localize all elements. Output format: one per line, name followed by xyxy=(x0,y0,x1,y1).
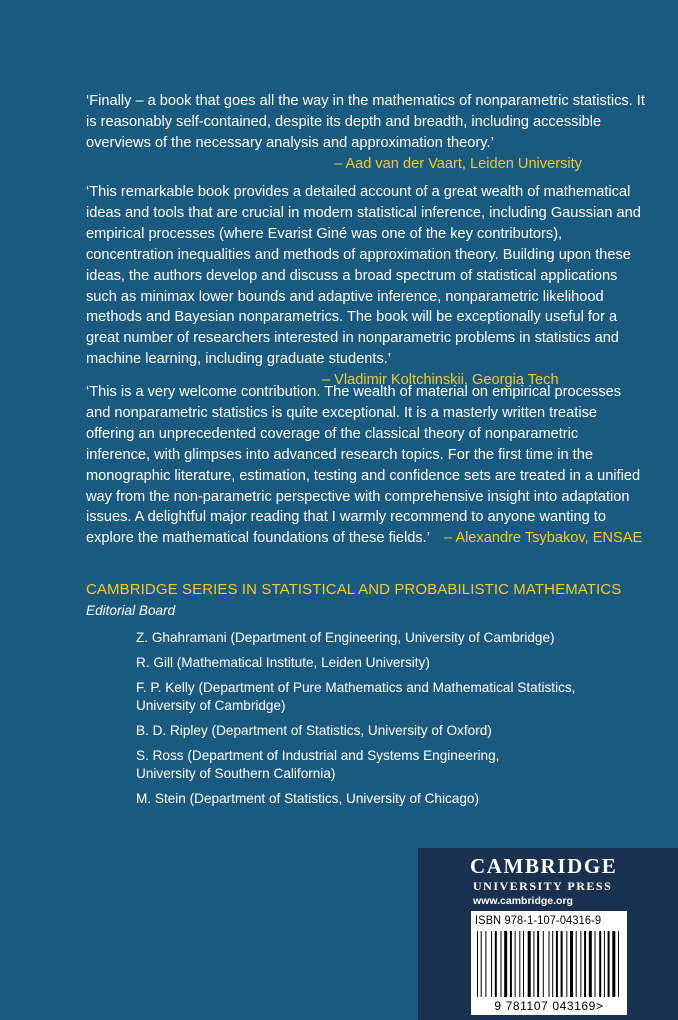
board-member xyxy=(136,654,666,672)
board-member xyxy=(136,722,666,740)
board-member-line: Z. Ghahramani (Department of Engineering, University of Cambridge) xyxy=(136,630,555,645)
board-member xyxy=(136,747,666,783)
quote-koltchinskii xyxy=(86,182,646,391)
quote-tsybakov xyxy=(86,382,646,549)
quote-text: ‘This remarkable book provides a detailed account of a great wealth of mathematical ideas and tools that are crucial in modern statistical inference, including Gaussian and empirical processes (where Evarist Giné was one of the key contributors), concentration inequalities and methods of approximation theory. Building upon these ideas, the authors develop and discuss a broad spectrum of statistical applications such as minimax lower bounds and adaptive inference, nonparametric likelihood methods and Bayesian nonparametrics. The book will be exceptionally useful for a great number of researchers interested in nonparametric problems in statistics and machine learning, including graduate students.’ xyxy=(86,184,641,368)
barcode-digits xyxy=(471,999,627,1013)
isbn-label: ISBN 978-1-107-04316-9 xyxy=(475,915,602,927)
board-member-line: R. Gill (Mathematical Institute, Leiden University) xyxy=(136,655,430,670)
board-member xyxy=(136,790,666,808)
barcode-panel xyxy=(471,911,627,1015)
publisher-box xyxy=(418,848,678,1020)
publisher-name: CAMBRIDGE xyxy=(470,854,618,878)
barcode-end-mark: > xyxy=(595,999,604,1013)
board-member-line: F. P. Kelly (Department of Pure Mathematics and Mathematical Statistics, xyxy=(136,680,576,695)
quote-attribution: – Aad van der Vaart, Leiden University xyxy=(334,155,582,172)
board-member-line: S. Ross (Department of Industrial and Systems Engineering, xyxy=(136,748,500,763)
board-member-line: M. Stein (Department of Statistics, University of Chicago) xyxy=(136,791,479,806)
board-member xyxy=(136,629,666,647)
barcode-number: 9 781107 043169 xyxy=(494,999,596,1013)
board-member xyxy=(136,679,666,715)
publisher-press: UNIVERSITY PRESS xyxy=(473,879,613,893)
series-section xyxy=(86,580,666,815)
quote-text: ‘This is a very welcome contribution. The wealth of material on empirical processes and nonparametric statistics is quite exceptional. It is a masterly written treatise offering an unprecedented coverage of the classical theory of nonparametric inference, with glimpses into advanced research topics. For the first time in the monographic literature, estimation, testing and confidence sets are treated in a unified way from the non-parametric perspective with comprehensive insight into adaptation issues. A delightful major reading that I warmly recommend to anyone wanting to explore the mathematical foundations of these fields.’ xyxy=(86,384,641,547)
editorial-board-label: Editorial Board xyxy=(86,603,176,618)
quote-text-block xyxy=(86,382,646,549)
board-member-line: University of Cambridge) xyxy=(136,698,286,713)
publisher-url: www.cambridge.org xyxy=(473,895,573,907)
quote-attribution: – Vladimir Koltchinskii, Georgia Tech xyxy=(322,372,559,389)
board-member-line: University of Southern California) xyxy=(136,766,336,781)
barcode-icon xyxy=(475,931,623,999)
editorial-board-list xyxy=(86,629,666,808)
quote-van-der-vaart xyxy=(86,91,646,175)
quote-text: ‘Finally – a book that goes all the way in the mathematics of nonparametric statistics. It is reasonably self-contained, despite its depth and breadth, including accessible overviews of the necessary analysis and approximation theory.’ xyxy=(86,93,645,151)
series-title: CAMBRIDGE SERIES IN STATISTICAL AND PROBABILISTIC MATHEMATICS xyxy=(86,581,622,598)
quote-attribution: – Alexandre Tsybakov, ENSAE xyxy=(443,530,643,547)
board-member-line: B. D. Ripley (Department of Statistics, University of Oxford) xyxy=(136,723,492,738)
